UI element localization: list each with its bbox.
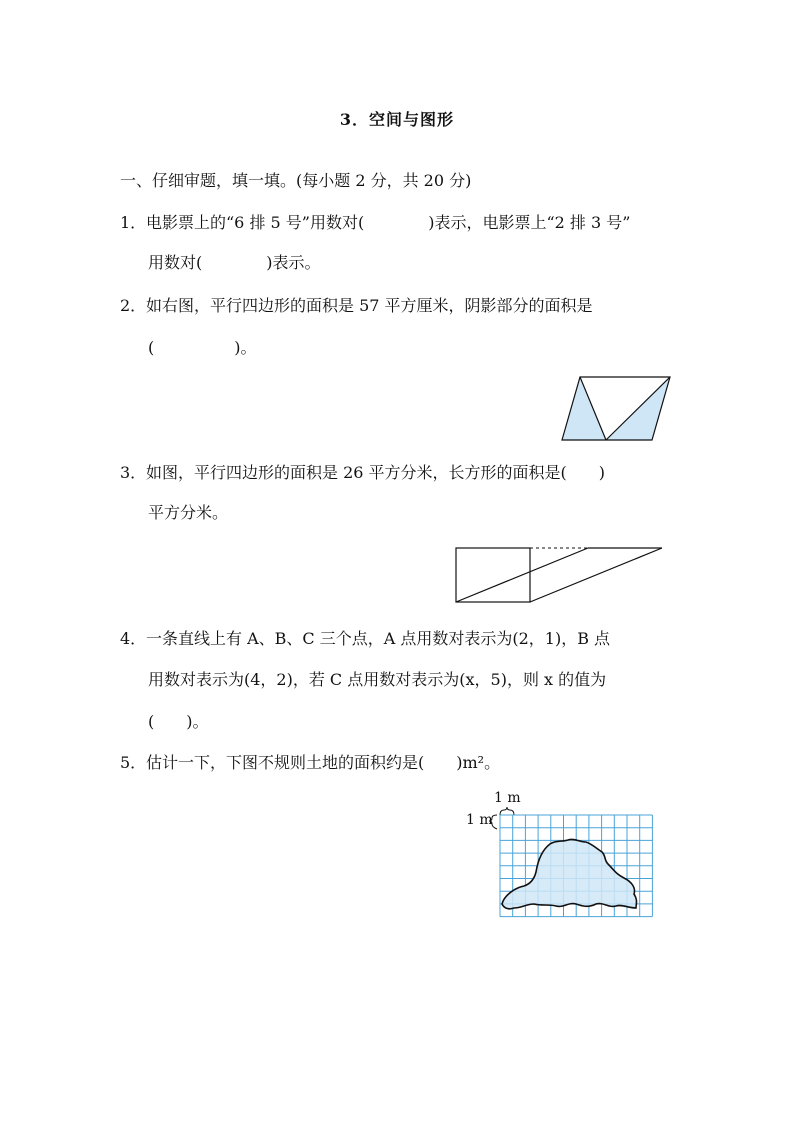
question-text: 估计一下，下图不规则土地的面积约是( )m²。 (146, 753, 501, 772)
question-text: 一条直线上有 A、B、C 三个点，A 点用数对表示为(2，1)，B 点 (146, 629, 611, 648)
question-text: 如右图，平行四边形的面积是 57 平方厘米，阴影部分的面积是 (146, 296, 593, 315)
page-title: 3．空间与图形 (339, 110, 455, 129)
question-2-line-2: ( )。 (148, 338, 257, 357)
question-2 (120, 295, 593, 317)
question-number: 5． (120, 753, 147, 772)
question-4-line-3: ( )。 (148, 712, 209, 731)
irregular-land-grid-figure (488, 804, 658, 922)
question-1 (120, 212, 630, 234)
rectangle-outline (456, 548, 530, 602)
grid-label-left: 1 m (466, 812, 493, 828)
question-4 (120, 628, 610, 650)
question-5 (120, 752, 500, 774)
question-3-line-2: 平方分米。 (148, 503, 229, 522)
parallelogram-right (530, 548, 662, 602)
question-3 (120, 462, 605, 484)
parallelogram-figure (558, 372, 676, 444)
parallelogram-left (456, 548, 588, 602)
rectangle-parallelogram-figure (452, 544, 668, 606)
question-text: 电影票上的“6 排 5 号”用数对( )表示，电影票上“2 排 3 号” (146, 213, 631, 232)
grid-label-top: 1 m (494, 790, 521, 806)
section-heading: 一、仔细审题，填一填。(每小题 2 分，共 20 分) (120, 171, 472, 190)
question-text: 如图，平行四边形的面积是 26 平方分米，长方形的面积是( ) (146, 463, 606, 482)
question-number: 3． (120, 463, 147, 482)
question-number: 4． (120, 629, 147, 648)
question-number: 1． (120, 213, 147, 232)
brace-marks (489, 807, 514, 829)
question-number: 2． (120, 296, 147, 315)
irregular-land-shape (502, 839, 637, 908)
question-4-line-2: 用数对表示为(4，2)，若 C 点用数对表示为(x，5)，则 x 的值为 (148, 670, 607, 689)
question-1-line-2: 用数对( )表示。 (148, 253, 321, 272)
